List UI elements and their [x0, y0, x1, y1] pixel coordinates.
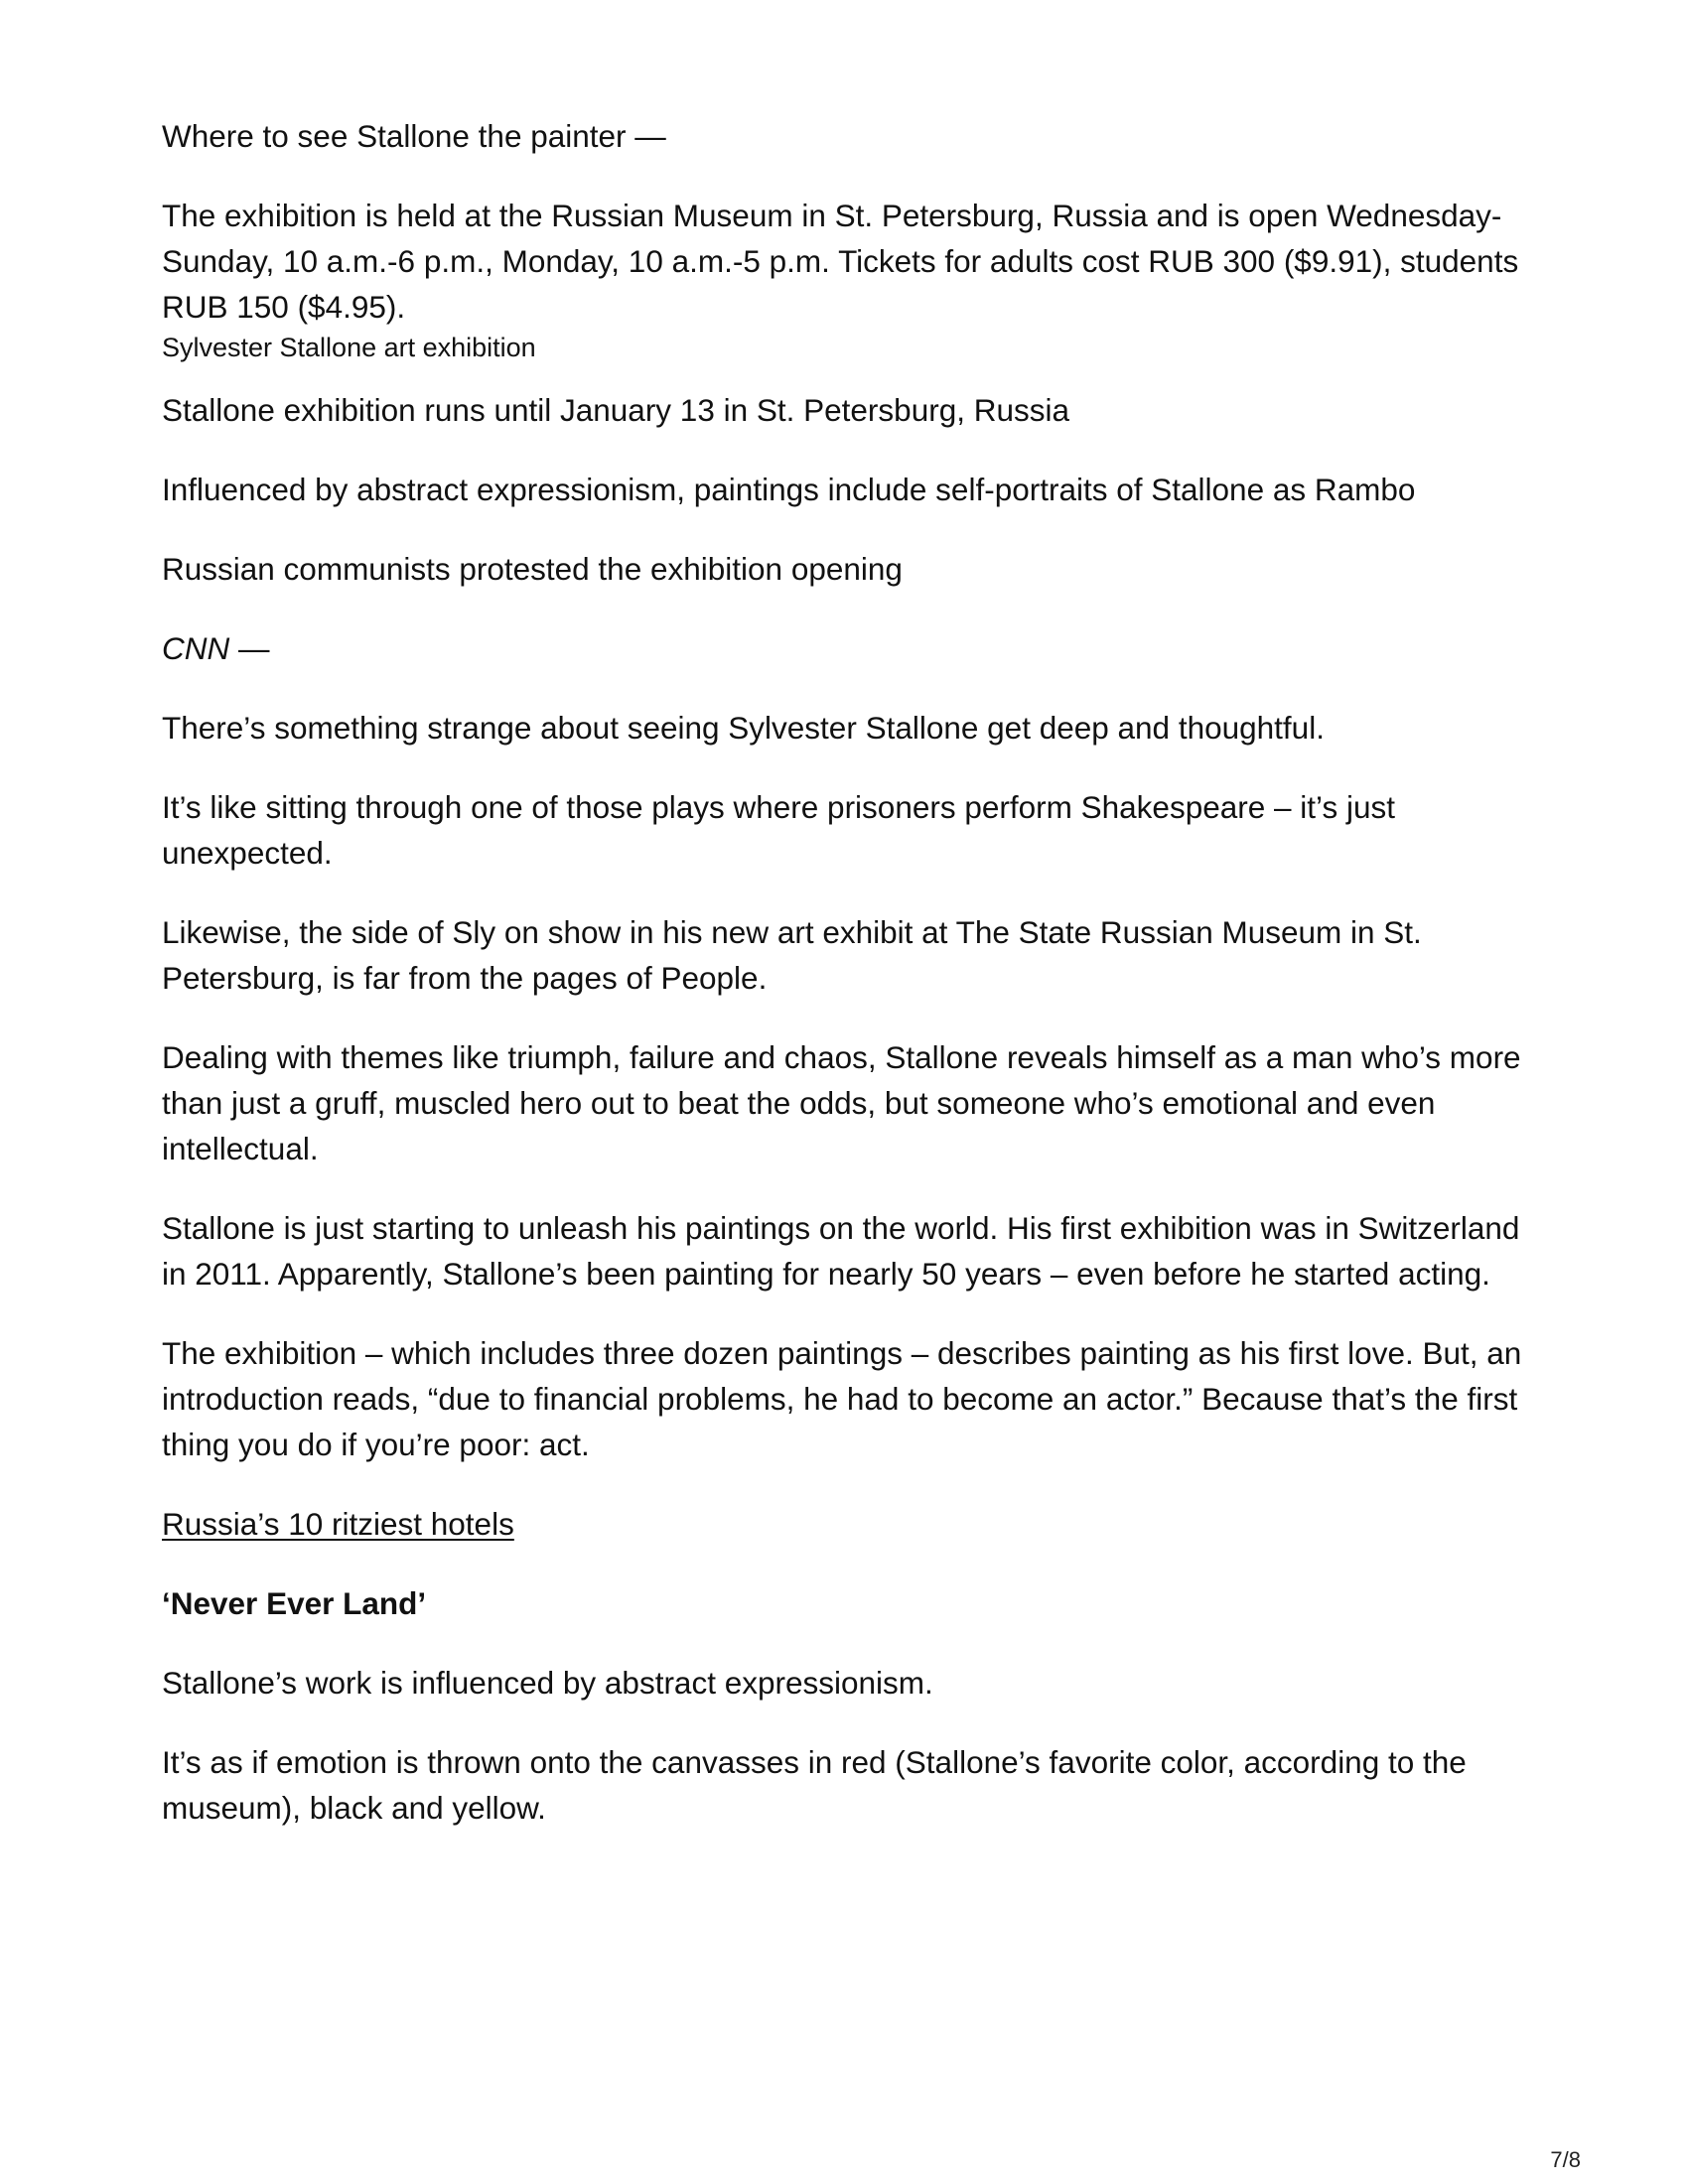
body-paragraph: It’s as if emotion is thrown onto the canvasses in red (Stallone’s favorite color, according to the museum), black and yellow.	[162, 1744, 1467, 1826]
body-paragraph: Dealing with themes like triumph, failure and chaos, Stallone reveals himself as a man who’s more than just a gruff, muscled hero out to beat the odds, but someone who’s emotional and even intellectual.	[162, 1039, 1521, 1166]
highlight-item: Stallone exhibition runs until January 13 in St. Petersburg, Russia	[162, 392, 1070, 428]
section-intro: Where to see Stallone the painter —	[162, 118, 666, 154]
exhibition-info-paragraph: The exhibition is held at the Russian Museum in St. Petersburg, Russia and is open Wednesday-Sunday, 10 a.m.-6 p.m., Monday, 10 a.m.-5 p.m. Tickets for adults cost RUB 300 ($9.91), students RUB 150 ($4.95).	[162, 198, 1519, 325]
body-paragraph: Stallone is just starting to unleash his paintings on the world. His first exhibition was in Switzerland in 2011. Apparently, Stallone’s been painting for nearly 50 years – even before he started acting.	[162, 1210, 1520, 1292]
body-paragraph: It’s like sitting through one of those plays where prisoners perform Shakespeare – it’s just unexpected.	[162, 789, 1395, 871]
related-article-link[interactable]: Russia’s 10 ritziest hotels	[162, 1506, 514, 1542]
page-number: 7/8	[1550, 2147, 1581, 2172]
section-subheading: ‘Never Ever Land’	[162, 1585, 427, 1621]
body-paragraph: Stallone’s work is influenced by abstract expressionism.	[162, 1665, 933, 1701]
source-dash: —	[229, 630, 270, 666]
source-label: CNN	[162, 630, 230, 666]
highlight-item: Russian communists protested the exhibition opening	[162, 551, 903, 587]
body-paragraph: There’s something strange about seeing Sylvester Stallone get deep and thoughtful.	[162, 710, 1325, 746]
body-paragraph: The exhibition – which includes three dozen paintings – describes painting as his first love. But, an introduction reads, “due to financial problems, he had to become an actor.” Because that’s the first thing you do if you’re poor: act.	[162, 1335, 1522, 1462]
highlight-item: Influenced by abstract expressionism, paintings include self-portraits of Stallone as Rambo	[162, 472, 1416, 507]
article-body	[162, 113, 1532, 1864]
related-link-line	[162, 1501, 1532, 1547]
image-caption: Sylvester Stallone art exhibition	[162, 333, 536, 362]
source-line	[162, 625, 1532, 671]
body-paragraph: Likewise, the side of Sly on show in his new art exhibit at The State Russian Museum in St. Petersburg, is far from the pages of People.	[162, 914, 1422, 996]
